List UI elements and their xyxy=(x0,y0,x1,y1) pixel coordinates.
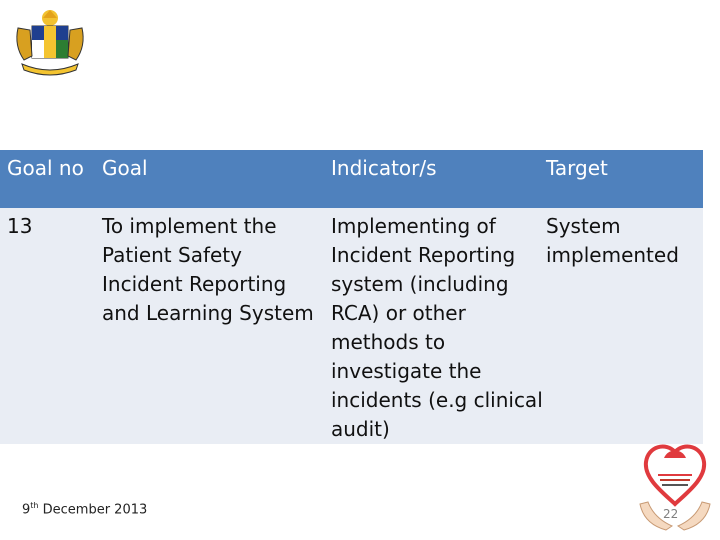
indicator-line: system (including xyxy=(331,272,509,296)
table-row xyxy=(0,208,703,444)
header-target: Target xyxy=(546,156,608,180)
date-suffix: th xyxy=(30,501,39,510)
indicator-line: RCA) or other xyxy=(331,301,466,325)
indicator-line: Implementing of xyxy=(331,214,496,238)
indicator-line: audit) xyxy=(331,417,390,441)
header-indicators: Indicator/s xyxy=(331,156,437,180)
indicator-line: incidents (e.g clinical xyxy=(331,388,543,412)
target-line: System xyxy=(546,214,621,238)
goal-line: and Learning System xyxy=(102,301,314,325)
footer-date xyxy=(22,501,147,517)
goal-line: To implement the xyxy=(102,214,277,238)
indicator-line: investigate the xyxy=(331,359,482,383)
goal-table xyxy=(0,150,703,444)
goal-line: Patient Safety xyxy=(102,243,242,267)
header-goal-no: Goal no xyxy=(7,156,84,180)
cell-target xyxy=(546,208,703,444)
table-header-row xyxy=(0,150,703,208)
goal-line: Incident Reporting xyxy=(102,272,287,296)
target-line: implemented xyxy=(546,243,679,267)
cell-goal xyxy=(102,208,331,444)
date-day: 9 xyxy=(22,502,31,518)
page-number: 22 xyxy=(663,507,679,521)
cell-indicator xyxy=(331,208,546,444)
cell-goal-no: 13 xyxy=(7,214,33,238)
patient-safety-logo-icon xyxy=(636,444,714,536)
indicator-line: Incident Reporting xyxy=(331,243,516,267)
header-goal: Goal xyxy=(102,156,148,180)
date-rest: December 2013 xyxy=(38,502,148,518)
indicator-line: methods to xyxy=(331,330,446,354)
coat-of-arms-icon xyxy=(10,6,90,78)
